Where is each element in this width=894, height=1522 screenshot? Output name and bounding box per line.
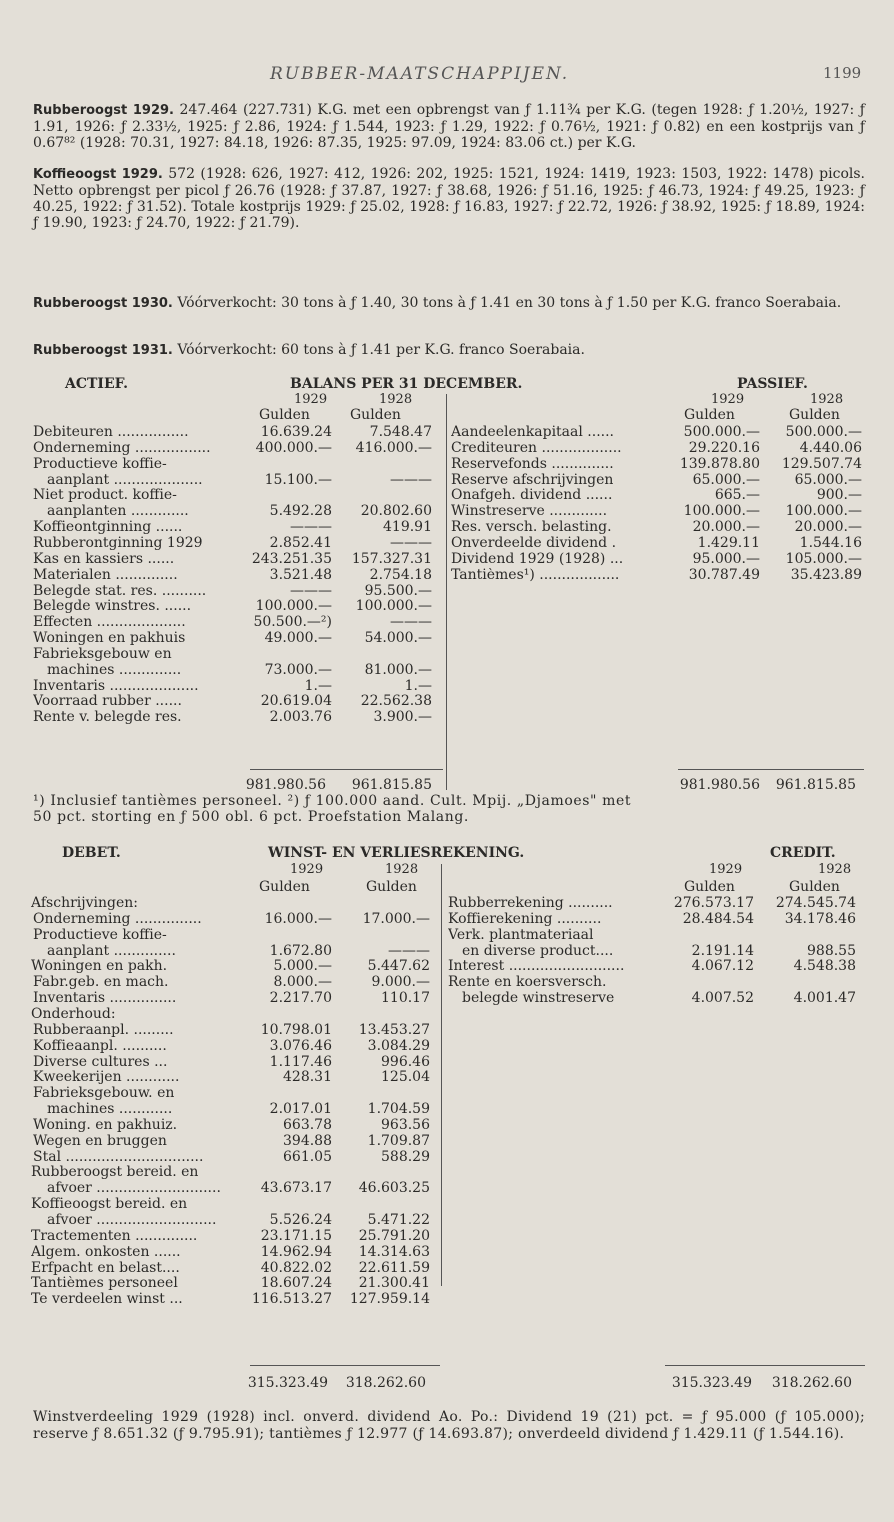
row-value-1928: 5.471.22 <box>367 1212 430 1228</box>
row-value-1929: 5.000.— <box>273 958 332 975</box>
row-value-1928: 500.000.— <box>785 424 862 440</box>
row-label: Fabr.geb. en mach. <box>33 975 169 991</box>
row-label: Erfpacht en belast.... <box>31 1260 180 1276</box>
row-value-1929: 16.000.— <box>264 910 332 927</box>
winst-year-right-1: 1929 <box>709 862 743 877</box>
row-label: Effecten .................... <box>33 615 186 631</box>
balans-year-right-2: 1928 <box>810 392 844 407</box>
row-label: Productieve koffie- <box>33 456 167 472</box>
row-value-1929: 29.220.16 <box>688 439 760 456</box>
row-label: Afschrijvingen: <box>31 896 138 911</box>
balans-year-left-1: 1929 <box>294 392 328 407</box>
balans-total-left-1929: 981.980.56 <box>245 777 326 793</box>
paragraph-label: Rubberoogst 1929. <box>33 103 174 118</box>
row-value-1928: 14.314.63 <box>358 1243 430 1260</box>
row-label: aanplant .................... <box>47 472 203 488</box>
row-label: Woningen en pakh. <box>31 959 168 975</box>
row-value-1929: 116.513.27 <box>251 1291 332 1308</box>
row-value-1929: 4.007.52 <box>691 990 754 1007</box>
page-number: 1199 <box>823 64 862 82</box>
winst-title: WINST- EN VERLIESREKENING. <box>268 845 525 861</box>
running-header: RUBBER-MAATSCHAPPIJEN. <box>270 64 570 84</box>
balans-title: BALANS PER 31 DECEMBER. <box>290 376 523 392</box>
row-value-1929: 23.171.15 <box>260 1227 332 1244</box>
winst-year-left-2: 1928 <box>385 862 419 877</box>
row-label: aanplant .............. <box>47 943 176 959</box>
row-label: Rubberoogst bereid. en <box>31 1165 199 1181</box>
paragraph-rubberoogst-1931 <box>33 342 865 359</box>
row-value-1929: 8.000.— <box>273 974 332 991</box>
row-label: Onderneming ................. <box>33 440 211 456</box>
row-label: en diverse product.... <box>462 943 614 959</box>
row-value-1928: 34.178.46 <box>784 910 856 927</box>
row-label: Kas en kassiers ...... <box>33 551 175 567</box>
row-value-1928: 22.562.38 <box>360 693 432 710</box>
winst-year-right-2: 1928 <box>818 862 852 877</box>
winstverdeeling-paragraph: Winstverdeeling 1929 (1928) incl. onverd. dividend Ao. Po.: Dividend 19 (21) pct. = ƒ 95.000 (ƒ 105.000); reserve ƒ 8.651.32 (ƒ 9.795.91); tantièmes ƒ 12.977 (ƒ 14.693.87); onverdeeld dividend ƒ 1.429.11 (ƒ 1.544.16). <box>33 1409 865 1442</box>
row-value-1929: 65.000.— <box>692 471 760 488</box>
row-value-1928: 127.959.14 <box>349 1291 430 1308</box>
row-value-1928: 110.17 <box>381 990 430 1007</box>
row-label: Verk. plantmateriaal <box>448 927 594 943</box>
row-value-1928: 3.084.29 <box>367 1037 430 1054</box>
balans-year-left-2: 1928 <box>379 392 413 407</box>
row-value-1928: 416.000.— <box>355 439 432 456</box>
row-value-1929: 95.000.— <box>692 550 760 567</box>
row-value-1929: ——— <box>290 582 332 599</box>
row-label: Crediteuren .................. <box>451 440 622 456</box>
winst-total-left-1929: 315.323.49 <box>247 1375 328 1391</box>
row-value-1928: 988.55 <box>807 942 856 959</box>
paragraph-koffieoogst-1929 <box>33 166 865 231</box>
row-value-1928: 46.603.25 <box>358 1180 430 1197</box>
row-label: Rente en koersversch. <box>448 975 607 991</box>
row-value-1929: 2.003.76 <box>269 709 332 726</box>
row-label: Diverse cultures ... <box>33 1054 168 1070</box>
row-value-1928: 9.000.— <box>371 974 430 991</box>
row-value-1929: 139.878.80 <box>679 455 760 472</box>
row-value-1928: 95.500.— <box>364 582 432 599</box>
row-label: afvoer ............................ <box>47 1181 221 1197</box>
paragraph-text: Vóórverkocht: 60 tons à ƒ 1.41 per K.G. franco Soerabaia. <box>172 342 585 358</box>
row-value-1928: 963.56 <box>381 1116 430 1133</box>
row-value-1928: 125.04 <box>381 1069 430 1086</box>
row-value-1929: 4.067.12 <box>691 958 754 975</box>
balans-right-total-rule <box>678 769 864 770</box>
winst-year-left-1: 1929 <box>290 862 324 877</box>
row-value-1928: 22.611.59 <box>358 1259 430 1276</box>
row-value-1928: 274.545.74 <box>775 895 856 911</box>
row-label: Koffieaanpl. .......... <box>33 1038 167 1054</box>
row-value-1929: 50.500.—²) <box>253 614 332 631</box>
row-label: Onderhoud: <box>31 1006 116 1022</box>
row-label: Onafgeh. dividend ...... <box>451 488 613 504</box>
row-value-1929: 1.— <box>304 677 332 694</box>
paragraph-label: Koffieoogst 1929. <box>33 167 163 182</box>
balans-total-left-1928: 961.815.85 <box>351 777 432 793</box>
row-value-1928: 129.507.74 <box>781 455 862 472</box>
row-value-1928: 419.91 <box>383 519 432 536</box>
row-label: Wegen en bruggen <box>33 1133 167 1149</box>
row-label: Rubberrekening .......... <box>448 896 613 911</box>
row-value-1929: 1.429.11 <box>697 534 760 551</box>
row-value-1929: 20.619.04 <box>260 693 332 710</box>
row-label: Onverdeelde dividend . <box>451 535 617 551</box>
balans-left-total-rule <box>250 769 443 770</box>
row-value-1929: 400.000.— <box>255 439 332 456</box>
balans-left-title: ACTIEF. <box>65 376 129 392</box>
row-value-1929: 1.672.80 <box>269 942 332 959</box>
balans-unit-right-2: Gulden <box>789 407 840 423</box>
row-label: Belegde winstres. ...... <box>33 599 192 615</box>
row-value-1929: 1.117.46 <box>269 1053 332 1070</box>
winst-unit-left-1: Gulden <box>259 879 310 895</box>
row-value-1929: 5.526.24 <box>269 1212 332 1228</box>
row-value-1929: 2.191.14 <box>691 942 754 959</box>
row-label: Interest .......................... <box>448 959 625 975</box>
winst-left-total-rule <box>250 1365 440 1366</box>
row-value-1928: 65.000.— <box>794 471 862 488</box>
row-label: Woning. en pakhuiz. <box>33 1117 178 1133</box>
row-value-1928: 20.802.60 <box>360 503 432 520</box>
row-label: Fabrieksgebouw en <box>33 646 172 662</box>
row-label: Stal ............................... <box>33 1149 204 1165</box>
row-value-1929: 20.000.— <box>692 519 760 536</box>
paragraph-text: Vóórverkocht: 30 tons à ƒ 1.40, 30 tons à ƒ 1.41 en 30 tons à ƒ 1.50 per K.G. franco Soerabaia. <box>172 295 842 311</box>
balans-unit-left-1: Gulden <box>259 407 310 423</box>
row-value-1929: 100.000.— <box>255 598 332 615</box>
row-label: belegde winstreserve <box>462 991 615 1007</box>
row-value-1929: 394.88 <box>283 1132 332 1149</box>
row-value-1928: 17.000.— <box>362 910 430 927</box>
row-value-1928: ——— <box>388 942 430 959</box>
row-label: Te verdeelen winst ... <box>31 1292 183 1308</box>
row-value-1928: 588.29 <box>381 1148 430 1165</box>
balans-unit-left-2: Gulden <box>350 407 401 423</box>
winst-right-total-rule <box>665 1365 865 1366</box>
row-value-1928: 21.300.41 <box>358 1275 430 1292</box>
row-value-1928: 1.709.87 <box>367 1132 430 1149</box>
row-value-1928: 900.— <box>816 487 862 504</box>
row-value-1929: 2.852.41 <box>269 534 332 551</box>
row-value-1929: 73.000.— <box>264 661 332 678</box>
row-value-1929: 428.31 <box>283 1069 332 1086</box>
row-label: machines ............ <box>47 1102 173 1118</box>
row-label: Onderneming ............... <box>33 911 202 927</box>
balans-total-right-1928: 961.815.85 <box>775 777 856 793</box>
row-value-1929: 100.000.— <box>683 503 760 520</box>
paragraph-label: Rubberoogst 1930. <box>33 296 173 311</box>
row-value-1929: 43.673.17 <box>260 1180 332 1197</box>
paragraph-label: Rubberoogst 1931. <box>33 343 173 358</box>
row-value-1928: 13.453.27 <box>358 1021 430 1038</box>
row-label: Voorraad rubber ...... <box>33 694 182 710</box>
row-value-1928: 100.000.— <box>355 598 432 615</box>
row-value-1928: 2.754.18 <box>369 566 432 583</box>
row-value-1928: 35.423.89 <box>790 566 862 583</box>
row-value-1928: 5.447.62 <box>367 958 430 975</box>
row-value-1928: 3.900.— <box>373 709 432 726</box>
paragraph-text: 572 (1928: 626, 1927: 412, 1926: 202, 1925: 1521, 1924: 1419, 1923: 1503, 1922: 1478) picols. Netto opbrengst per picol ƒ 26.76 (1928: ƒ 37.87, 1927: ƒ 38.68, 1926: ƒ 51.16, 1925: ƒ 46.73, 1924: ƒ 49.25, 1923: ƒ 40.25, 1922: ƒ 31.52). Totale kostprijs 1929: ƒ 25.02, 1928: ƒ 16.83, 1927: ƒ 22.72, 1926: ƒ 38.92, 1925: ƒ 18.89, 1924: ƒ 19.90, 1923: ƒ 24.70, 1922: ƒ 21.79). <box>33 166 865 231</box>
row-label: Reserve afschrijvingen <box>451 472 614 488</box>
row-value-1929: 3.521.48 <box>269 566 332 583</box>
row-value-1928: 105.000.— <box>785 550 862 567</box>
row-value-1929: 2.217.70 <box>269 990 332 1007</box>
balans-total-right-1929: 981.980.56 <box>679 777 760 793</box>
row-value-1929: 10.798.01 <box>260 1021 332 1038</box>
row-value-1928: 20.000.— <box>794 519 862 536</box>
row-label: Inventaris .................... <box>33 678 199 694</box>
row-value-1928: 1.704.59 <box>367 1101 430 1118</box>
winst-unit-left-2: Gulden <box>366 879 417 895</box>
row-label: Rente v. belegde res. <box>33 710 182 726</box>
winst-right-title: CREDIT. <box>770 845 836 861</box>
row-value-1928: 4.001.47 <box>793 990 856 1007</box>
row-label: Belegde stat. res. .......... <box>33 583 207 599</box>
row-label: Tractementen .............. <box>31 1228 198 1244</box>
paragraph-text: 247.464 (227.731) K.G. met een opbrengst van ƒ 1.11¾ per K.G. (tegen 1928: ƒ 1.20½, 1927: ƒ 1.91, 1926: ƒ 2.33½, 1925: ƒ 2.86, 1924: ƒ 1.544, 1923: ƒ 1.29, 1922: ƒ 0.76½, 1921: ƒ 0.82) en een kostprijs van ƒ 0.67⁸² (1928: 70.31, 1927: 84.18, 1926: 87.35, 1925: 97.09, 1924: 83.06 ct.) per K.G. <box>33 102 865 151</box>
row-value-1928: ——— <box>390 534 432 551</box>
balans-footnote-2: 50 pct. storting en ƒ 500 obl. 6 pct. Proefstation Malang. <box>33 809 469 825</box>
row-label: aanplanten ............. <box>47 504 189 520</box>
row-value-1928: 54.000.— <box>364 630 432 647</box>
row-value-1929: 40.822.02 <box>260 1259 332 1276</box>
winst-total-right-1928: 318.262.60 <box>771 1375 852 1391</box>
row-label: Res. versch. belasting. <box>451 520 612 536</box>
row-label: machines .............. <box>47 662 182 678</box>
row-value-1929: 30.787.49 <box>688 566 760 583</box>
row-value-1928: ——— <box>390 471 432 488</box>
row-label: Aandeelenkapitaal ...... <box>451 425 615 440</box>
row-label: Debiteuren ................ <box>33 425 189 440</box>
row-label: Winstreserve ............. <box>451 504 608 520</box>
row-label: Koffierekening .......... <box>448 911 602 927</box>
row-value-1928: 1.544.16 <box>799 534 862 551</box>
winst-divider <box>441 864 442 1286</box>
row-value-1929: ——— <box>290 519 332 536</box>
row-value-1928: 100.000.— <box>785 503 862 520</box>
row-value-1928: 81.000.— <box>364 661 432 678</box>
row-value-1929: 2.017.01 <box>269 1101 332 1118</box>
paragraph-rubberoogst-1930 <box>33 295 865 312</box>
row-label: Tantièmes¹) .................. <box>451 567 620 583</box>
row-label: Rubberontginning 1929 <box>33 535 203 551</box>
row-label: afvoer ........................... <box>47 1213 217 1228</box>
row-value-1928: 25.791.20 <box>358 1227 430 1244</box>
row-label: Dividend 1929 (1928) ... <box>451 551 624 567</box>
balans-right-title: PASSIEF. <box>737 376 808 392</box>
row-value-1928: ——— <box>390 614 432 631</box>
row-value-1929: 15.100.— <box>264 471 332 488</box>
row-value-1928: 996.46 <box>381 1053 430 1070</box>
row-label: Reservefonds .............. <box>451 456 614 472</box>
row-value-1929: 243.251.35 <box>251 550 332 567</box>
row-label: Fabrieksgebouw. en <box>33 1086 175 1102</box>
row-value-1928: 157.327.31 <box>351 550 432 567</box>
row-value-1928: 1.— <box>404 677 432 694</box>
row-label: Koffieontginning ...... <box>33 520 183 536</box>
row-value-1929: 5.492.28 <box>269 503 332 520</box>
row-label: Kweekerijen ............ <box>33 1070 180 1086</box>
row-value-1929: 28.484.54 <box>682 910 754 927</box>
row-value-1929: 665.— <box>714 487 760 504</box>
row-value-1929: 663.78 <box>283 1116 332 1133</box>
row-value-1929: 3.076.46 <box>269 1037 332 1054</box>
row-value-1929: 500.000.— <box>683 424 760 440</box>
winst-total-left-1928: 318.262.60 <box>345 1375 426 1391</box>
balans-year-right-1: 1929 <box>711 392 745 407</box>
row-value-1928: 4.548.38 <box>793 958 856 975</box>
row-label: Rubberaanpl. ......... <box>33 1022 174 1038</box>
row-label: Inventaris ............... <box>33 991 177 1007</box>
winst-left-title: DEBET. <box>62 845 121 861</box>
row-label: Algem. onkosten ...... <box>31 1244 181 1260</box>
row-value-1929: 276.573.17 <box>673 895 754 911</box>
row-label: Niet product. koffie- <box>33 488 177 504</box>
balans-unit-right-1: Gulden <box>684 407 735 423</box>
row-label: Productieve koffie- <box>33 927 167 943</box>
row-value-1929: 14.962.94 <box>260 1243 332 1260</box>
row-value-1929: 661.05 <box>283 1148 332 1165</box>
row-value-1929: 49.000.— <box>264 630 332 647</box>
winst-total-right-1929: 315.323.49 <box>671 1375 752 1391</box>
balans-divider <box>446 394 447 790</box>
winst-unit-right-2: Gulden <box>789 879 840 895</box>
paragraph-rubberoogst-1929 <box>33 102 865 151</box>
row-value-1929: 16.639.24 <box>260 424 332 440</box>
row-label: Tantièmes personeel <box>31 1276 178 1292</box>
row-value-1928: 7.548.47 <box>369 424 432 440</box>
row-label: Koffieoogst bereid. en <box>31 1197 188 1213</box>
row-label: Materialen .............. <box>33 567 178 583</box>
winst-unit-right-1: Gulden <box>684 879 735 895</box>
row-value-1928: 4.440.06 <box>799 439 862 456</box>
balans-footnote-1: ¹) Inclusief tantièmes personeel. ²) ƒ 100.000 aand. Cult. Mpij. „Djamoes" met <box>33 793 632 809</box>
row-label: Woningen en pakhuis <box>33 631 186 647</box>
row-value-1929: 18.607.24 <box>260 1275 332 1292</box>
